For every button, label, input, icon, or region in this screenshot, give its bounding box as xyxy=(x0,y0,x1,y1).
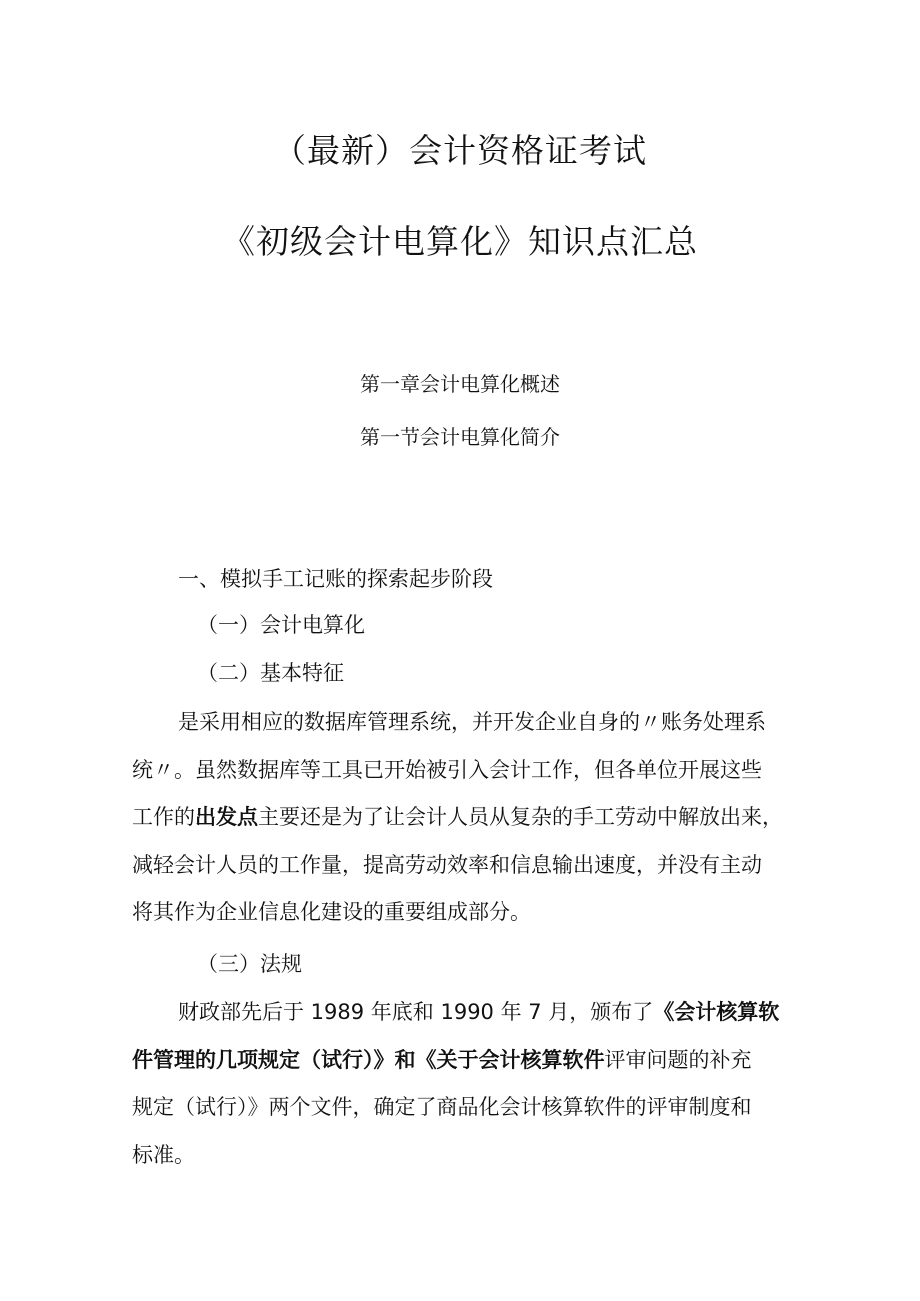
text-run: 主要还是为了让会计人员从复杂的手工劳动中解放出来， xyxy=(258,805,783,829)
paragraph-line: 标准。 xyxy=(132,1142,195,1167)
paragraph-line: 减轻会计人员的工作量，提高劳动效率和信息输出速度，并没有主动 xyxy=(132,852,762,877)
paragraph-line xyxy=(132,989,798,1037)
document-title-line2: 《初级会计电算化》知识点汇总 xyxy=(222,222,698,261)
document-title-line1: （最新）会计资格证考试 xyxy=(273,131,647,170)
subheading-3: （三）法规 xyxy=(197,952,302,976)
paragraph-line: 将其作为企业信息化建设的重要组成部分。 xyxy=(132,900,531,924)
paragraph-line xyxy=(132,794,798,842)
text-run: 工作的 xyxy=(132,805,195,829)
bold-text-run: 《会计核算软 xyxy=(653,1000,780,1024)
text-run: 评审问题的补充 xyxy=(604,1047,752,1072)
paragraph-line xyxy=(132,1037,798,1085)
paragraph-line: 统〃。虽然数据库等工具已开始被引入会计工作，但各单位开展这些 xyxy=(132,757,762,782)
paragraph-regulations xyxy=(132,989,798,1179)
heading-level1: 一、模拟手工记账的探索起步阶段 xyxy=(178,567,493,591)
paragraph-features xyxy=(132,699,798,937)
bold-text-run: 件管理的几项规定（试行）》和《关于会计核算软件 xyxy=(132,1047,605,1072)
subheading-1: （一）会计电算化 xyxy=(197,613,365,637)
bold-text-run: 出发点 xyxy=(195,805,258,829)
chapter-heading: 第一章会计电算化概述 xyxy=(360,372,560,396)
section-heading: 第一节会计电算化简介 xyxy=(360,425,560,449)
text-run: 财政部先后于 1989 年底和 1990 年 7 月，颁布了 xyxy=(178,1000,654,1024)
subheading-2: （二）基本特征 xyxy=(197,661,344,685)
paragraph-line: 规定（试行）》两个文件，确定了商品化会计核算软件的评审制度和 xyxy=(132,1095,752,1119)
paragraph-line: 是采用相应的数据库管理系统，并开发企业自身的〃账务处理系 xyxy=(178,710,766,734)
